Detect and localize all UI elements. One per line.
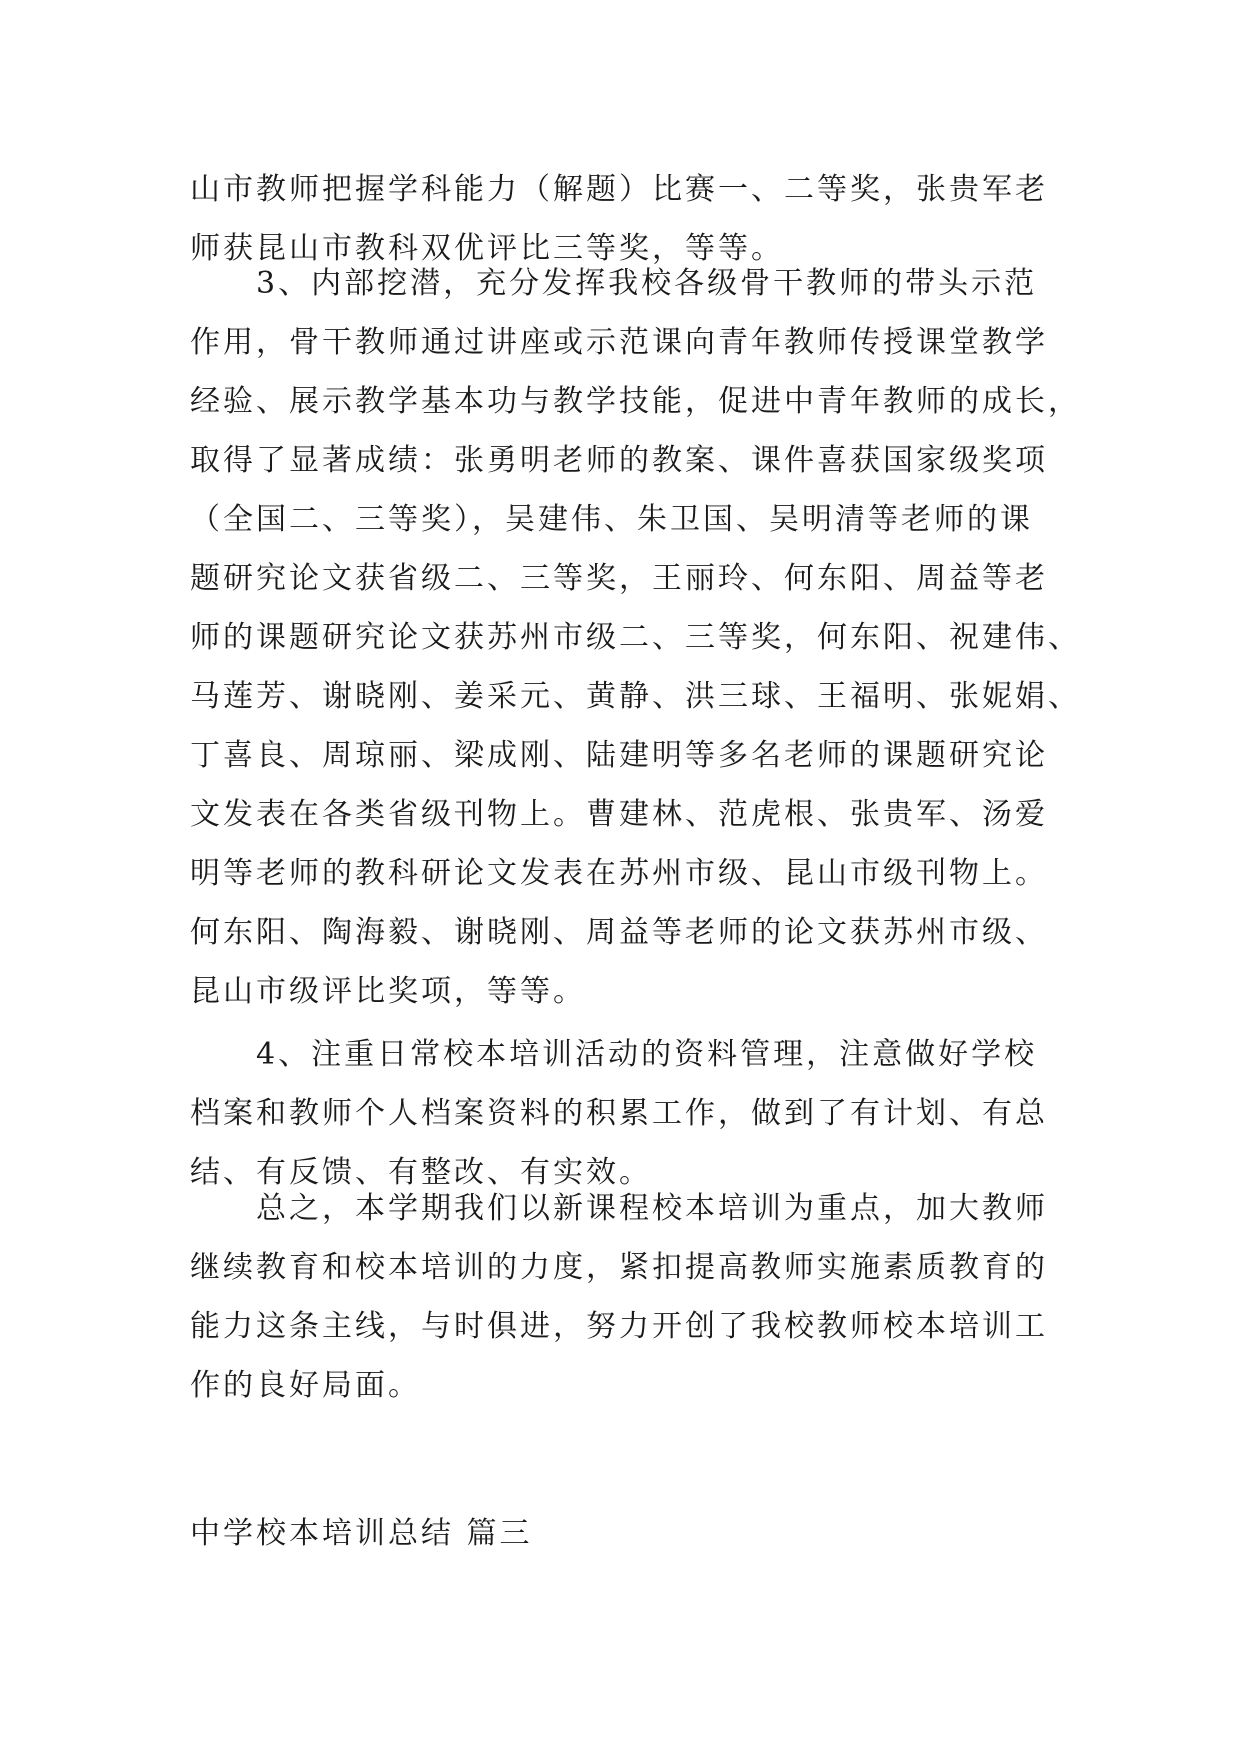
paragraph-line: 3、内部挖潜，充分发挥我校各级骨干教师的带头示范	[256, 266, 1038, 301]
paragraph-line: （全国二、三等奖），吴建伟、朱卫国、吴明清等老师的课	[190, 502, 1033, 537]
section-heading-text: 中学校本培训总结 篇三	[190, 1516, 533, 1551]
paragraph-summary	[190, 1179, 1060, 1415]
paragraph-records-management	[190, 1025, 1060, 1202]
paragraph-internal-potential	[190, 254, 1081, 1021]
paragraph-line: 文发表在各类省级刊物上。曹建林、范虎根、张贵军、汤爱	[190, 797, 1048, 832]
paragraph-line: 师的课题研究论文获苏州市级二、三等奖，何东阳、祝建伟、	[190, 620, 1081, 655]
paragraph-line: 4、注重日常校本培训活动的资料管理，注意做好学校	[256, 1037, 1038, 1072]
paragraph-line: 作的良好局面。	[190, 1368, 421, 1403]
paragraph-line: 继续教育和校本培训的力度，紧扣提高教师实施素质教育的	[190, 1250, 1048, 1285]
paragraph-line: 总之，本学期我们以新课程校本培训为重点，加大教师	[256, 1191, 1048, 1226]
paragraph-line: 昆山市级评比奖项，等等。	[190, 974, 586, 1009]
paragraph-line: 经验、展示教学基本功与教学技能，促进中青年教师的成长，	[190, 384, 1081, 419]
paragraph-line: 结、有反馈、有整改、有实效。	[190, 1155, 652, 1190]
section-heading	[190, 1504, 1060, 1563]
paragraph-line: 取得了显著成绩：张勇明老师的教案、课件喜获国家级奖项	[190, 443, 1048, 478]
paragraph-line: 明等老师的教科研论文发表在苏州市级、昆山市级刊物上。	[190, 856, 1048, 891]
paragraph-line: 何东阳、陶海毅、谢晓刚、周益等老师的论文获苏州市级、	[190, 915, 1048, 950]
paragraph-line: 师获昆山市教科双优评比三等奖，等等。	[190, 231, 784, 266]
paragraph-line: 马莲芳、谢晓刚、姜采元、黄静、洪三球、王福明、张妮娟、	[190, 679, 1081, 714]
paragraph-line: 山市教师把握学科能力（解题）比赛一、二等奖，张贵军老	[190, 172, 1048, 207]
paragraph-line: 作用，骨干教师通过讲座或示范课向青年教师传授课堂教学	[190, 325, 1048, 360]
paragraph-line: 档案和教师个人档案资料的积累工作，做到了有计划、有总	[190, 1096, 1048, 1131]
paragraph-line: 题研究论文获省级二、三等奖，王丽玲、何东阳、周益等老	[190, 561, 1048, 596]
paragraph-line: 丁喜良、周琼丽、梁成刚、陆建明等多名老师的课题研究论	[190, 738, 1048, 773]
paragraph-line: 能力这条主线，与时俱进，努力开创了我校教师校本培训工	[190, 1309, 1048, 1344]
